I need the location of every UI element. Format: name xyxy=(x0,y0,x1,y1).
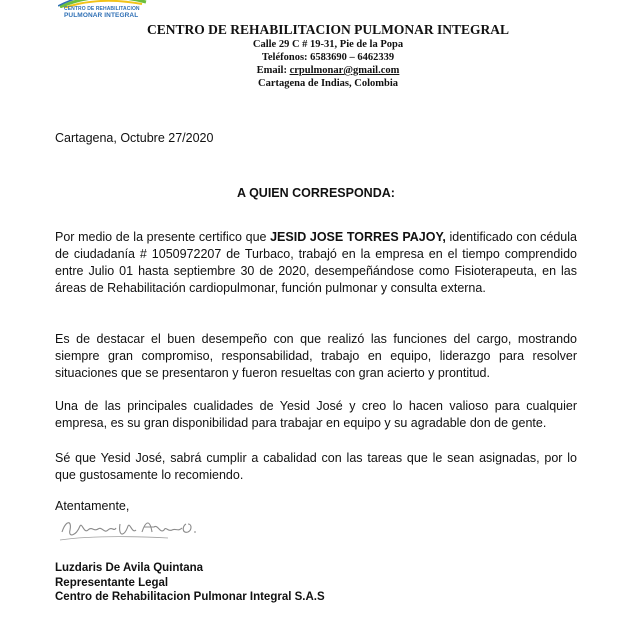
closing: Atentamente, xyxy=(55,499,130,513)
email-link[interactable]: crpulmonar@gmail.com xyxy=(289,65,400,76)
logo-text-line2: PULMONAR INTEGRAL xyxy=(64,12,139,19)
letter-heading: A QUIEN CORRESPONDA: xyxy=(237,186,395,200)
paragraph-1-rest: identificado con cédula de ciudadanía # 1050972207 de Turbaco, trabajó en la empresa en el tiempo comprendido entre Julio 01 hasta septiembre 30 de 2020, desempeñándose como Fisioterapeuta, en las áreas de Rehabilitación cardiopulmonar, función pulmonar y consulta externa. xyxy=(55,230,577,295)
signer-name: Luzdaris De Avila Quintana xyxy=(55,562,204,574)
signer-block xyxy=(55,561,325,605)
paragraph-1-intro: Por medio de la presente certifico que xyxy=(55,230,271,244)
letterhead xyxy=(140,22,516,90)
employee-name: JESID JOSE TORRES PAJOY, xyxy=(270,230,446,244)
signer-role: Representante Legal xyxy=(55,576,169,589)
paragraph-4: Sé que Yesid José, sabrá cumplir a cabalidad con las tareas que le sean asignadas, por lo que gustosamente lo recomiendo. xyxy=(55,451,577,482)
company-logo xyxy=(58,0,148,22)
letterhead-email-line xyxy=(140,64,516,77)
handwritten-signature xyxy=(58,512,208,549)
letterhead-city: Cartagena de Indias, Colombia xyxy=(257,78,398,89)
paragraph-1 xyxy=(55,229,577,297)
logo-text-line1: CENTRO DE REHABILITACION xyxy=(64,6,140,12)
paragraph-2: Es de destacar el buen desempeño con que realizó las funciones del cargo, mostrando siempre gran compromiso, responsabilidad, trabajo en equipo, liderazgo para resolver situaciones que se presentaron y fueron resueltas con gran acierto y prontitud. xyxy=(55,332,577,380)
letterhead-title: CENTRO DE REHABILITACION PULMONAR INTEGRAL xyxy=(146,22,510,37)
letterhead-phones: Teléfonos: 6583690 – 6462339 xyxy=(261,52,395,63)
signer-company: Centro de Rehabilitacion Pulmonar Integral S.A.S xyxy=(55,591,325,603)
letterhead-address: Calle 29 C # 19-31, Pie de la Popa xyxy=(252,39,404,50)
paragraph-3: Una de las principales cualidades de Yesid José y creo lo hacen valioso para cualquier empresa, es su gran disponibilidad para trabajar en equipo y su agradable don de gente. xyxy=(55,399,577,430)
email-label: Email: xyxy=(256,65,290,76)
letter-date: Cartagena, Octubre 27/2020 xyxy=(55,131,214,145)
